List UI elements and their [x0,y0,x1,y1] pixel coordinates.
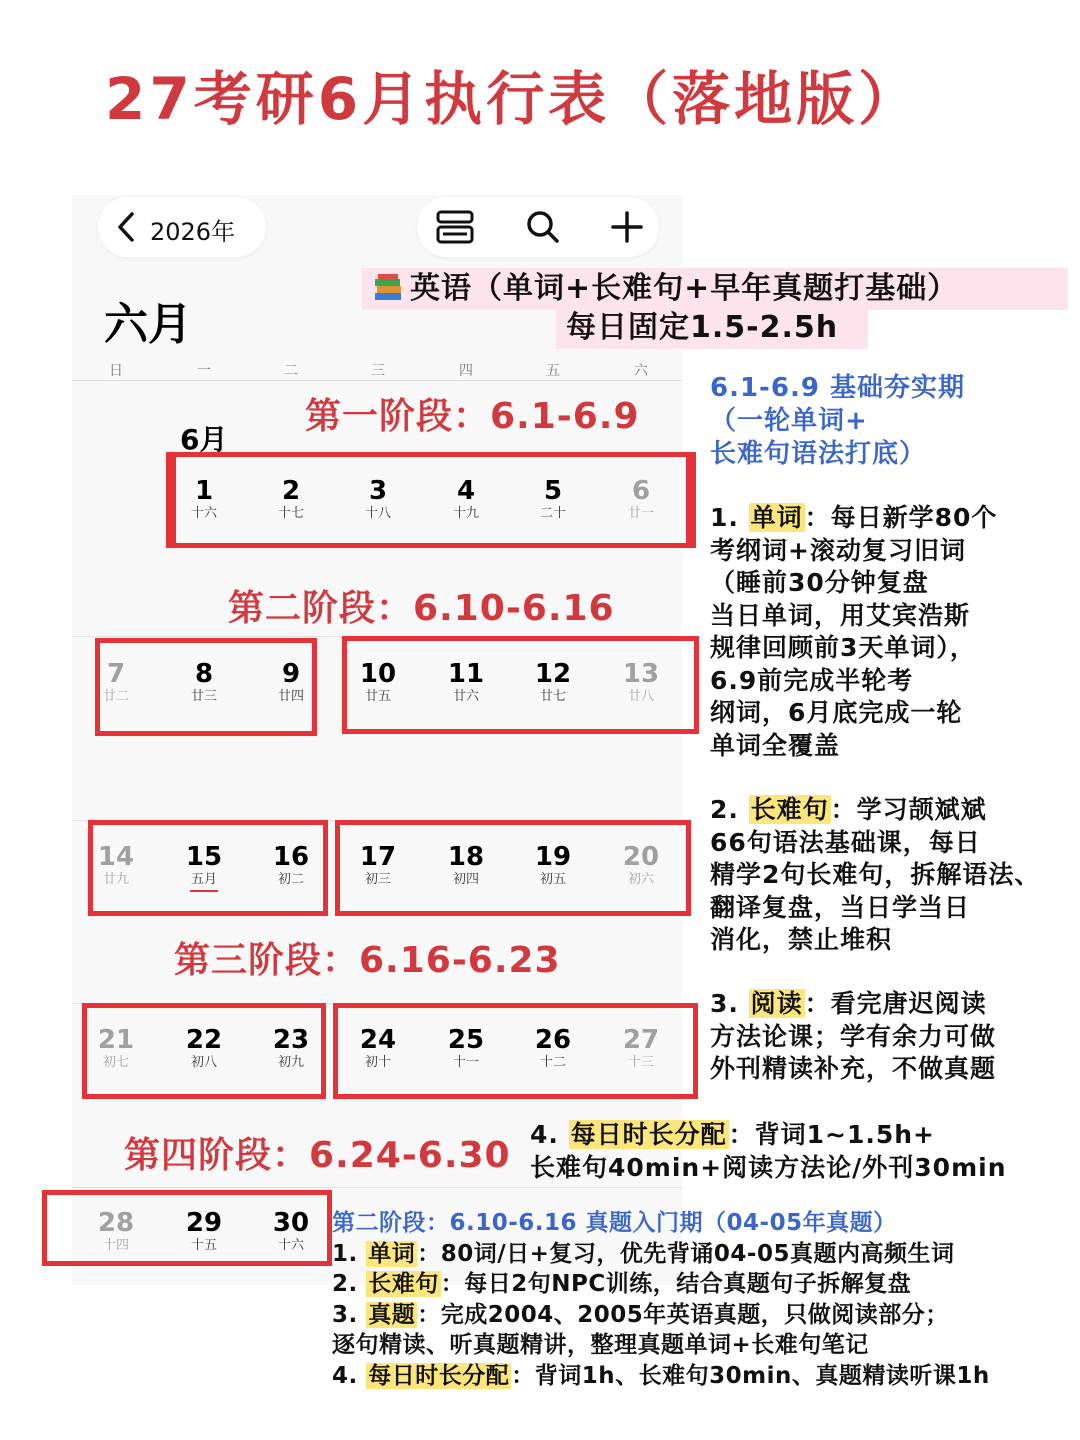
phase1-item-vocab: 1. 单词：每日新学80个 考纲词+滚动复习旧词 （睡前30分钟复盘 当日单词，用艾宾浩斯 规律回顾前3天单词）， 6.9前完成半轮考 纲词，6月底完成一轮 单词全覆盖 [710,503,998,760]
calendar-day[interactable]: 16 初二 [272,842,310,887]
back-year-label: 2026年 [150,218,236,246]
weekday-sat: 六 [634,363,648,379]
sentences-tag: 长难句 [750,795,829,824]
month-label: 6月 [180,423,228,456]
weekday-sun: 日 [109,363,123,379]
calendar-day[interactable]: 17 初三 [359,842,397,887]
calendar-day[interactable]: 21 初七 [97,1025,135,1070]
calendar-day[interactable]: 7 廿二 [102,659,129,704]
weekday-fri: 五 [546,363,560,379]
calendar-day[interactable]: 18 初四 [447,842,485,887]
calendar-toolbar [417,197,659,257]
add-icon[interactable] [607,209,647,245]
calendar-day[interactable]: 12 廿七 [534,659,572,704]
calendar-day[interactable]: 27 十三 [622,1025,660,1070]
stage-4-label: 第四阶段：6.24-6.30 [124,1135,511,1176]
calendar-day[interactable]: 4 十九 [452,476,479,521]
calendar-day[interactable]: 19 初五 [534,842,572,887]
calendar-day[interactable]: 1 十六 [190,476,217,521]
phase1-heading-2: （一轮单词+ [710,406,868,436]
reading-tag: 阅读 [750,989,803,1018]
calendar-day[interactable]: 24 初十 [359,1025,397,1070]
time-tag: 每日时长分配 [570,1120,727,1149]
weekday-wed: 三 [371,363,385,379]
month-title: 六月 [104,299,192,350]
stage-3-label: 第三阶段：6.16-6.23 [174,940,561,981]
weekday-mon: 一 [197,363,211,379]
calendar-day[interactable]: 29 十五 [185,1208,223,1253]
calendar-day[interactable]: 15 五月 [164,842,244,892]
calendar-day[interactable]: 20 初六 [622,842,660,887]
calendar-day[interactable]: 11 廿六 [447,659,485,704]
calendar-day[interactable]: 9 廿四 [277,659,304,704]
weekday-divider [72,380,682,381]
weekday-thu: 四 [459,363,473,379]
lunar-month-marker [190,890,218,892]
weekday-tue: 二 [284,363,298,379]
calendar-day[interactable]: 25 十一 [447,1025,485,1070]
calendar-day[interactable]: 2 十七 [277,476,304,521]
phase1-item-sentences: 2. 长难句：学习颉斌斌 66句语法基础课，每日 精学2句长难句，拆解语法、 翻译复盘，当日学当日 消化，禁止堆积 [710,795,1041,954]
calendar-day[interactable]: 23 初九 [272,1025,310,1070]
calendar-day[interactable]: 14 廿九 [97,842,135,887]
view-toggle-icon[interactable] [435,209,475,245]
calendar-day[interactable]: 8 廿三 [190,659,217,704]
page-title: 27考研6月执行表（落地版） [105,65,921,133]
stage-2-label: 第二阶段：6.10-6.16 [228,588,615,629]
daily-banner: 每日固定1.5-2.5h [566,310,839,345]
calendar-day[interactable]: 5 二十 [539,476,566,521]
calendar-day[interactable]: 3 十八 [364,476,391,521]
phase1-item-reading: 3. 阅读：看完唐迟阅读 方法论课；学有余力可做 外刊精读补充，不做真题 [710,989,997,1083]
calendar-day[interactable]: 22 初八 [185,1025,223,1070]
phase2-heading: 第二阶段：6.10-6.16 真题入门期（04-05年真题） [332,1210,897,1236]
chevron-left-icon [116,211,136,243]
back-year-button[interactable] [98,197,266,257]
calendar-day[interactable]: 6 廿一 [627,476,654,521]
english-banner-line1: 英语（单词+长难句+早年真题打基础） [410,271,959,306]
calendar-day[interactable]: 28 十四 [97,1208,135,1253]
calendar-day[interactable]: 30 十六 [272,1208,310,1253]
english-banner [372,268,958,310]
calendar-day[interactable]: 26 十二 [534,1025,572,1070]
search-icon[interactable] [523,209,563,245]
phase1-heading-1: 6.1-6.9 基础夯实期 [710,373,965,403]
stage-1-label: 第一阶段：6.1-6.9 [305,396,640,437]
phase2-notes: 第二阶段：6.10-6.16 真题入门期（04-05年真题） 1. 单词：80词/日+复习，优先背诵04-05真题内高频生词 2. 长难句：每日2句NPC训练，结合真题句子拆解复盘 3. 真题：完成2004、2005年英语真题，只做阅读部分； 逐句精读、听真题精讲，整理真题单词+长难句笔记 4. 每日时长分配：背词1h、长难句30min、真题精读听课1h [332,1210,990,1389]
week-divider [72,1187,682,1188]
books-icon [372,273,404,303]
phase1-item-time: 4. 每日时长分配：背词1~1.5h+ 长难句40min+阅读方法论/外刊30min [530,1120,1007,1182]
phase1-heading-3: 长难句语法打底） [710,439,927,469]
vocab-tag: 单词 [750,503,803,532]
calendar-day[interactable]: 13 廿八 [622,659,660,704]
calendar-day[interactable]: 10 廿五 [359,659,397,704]
